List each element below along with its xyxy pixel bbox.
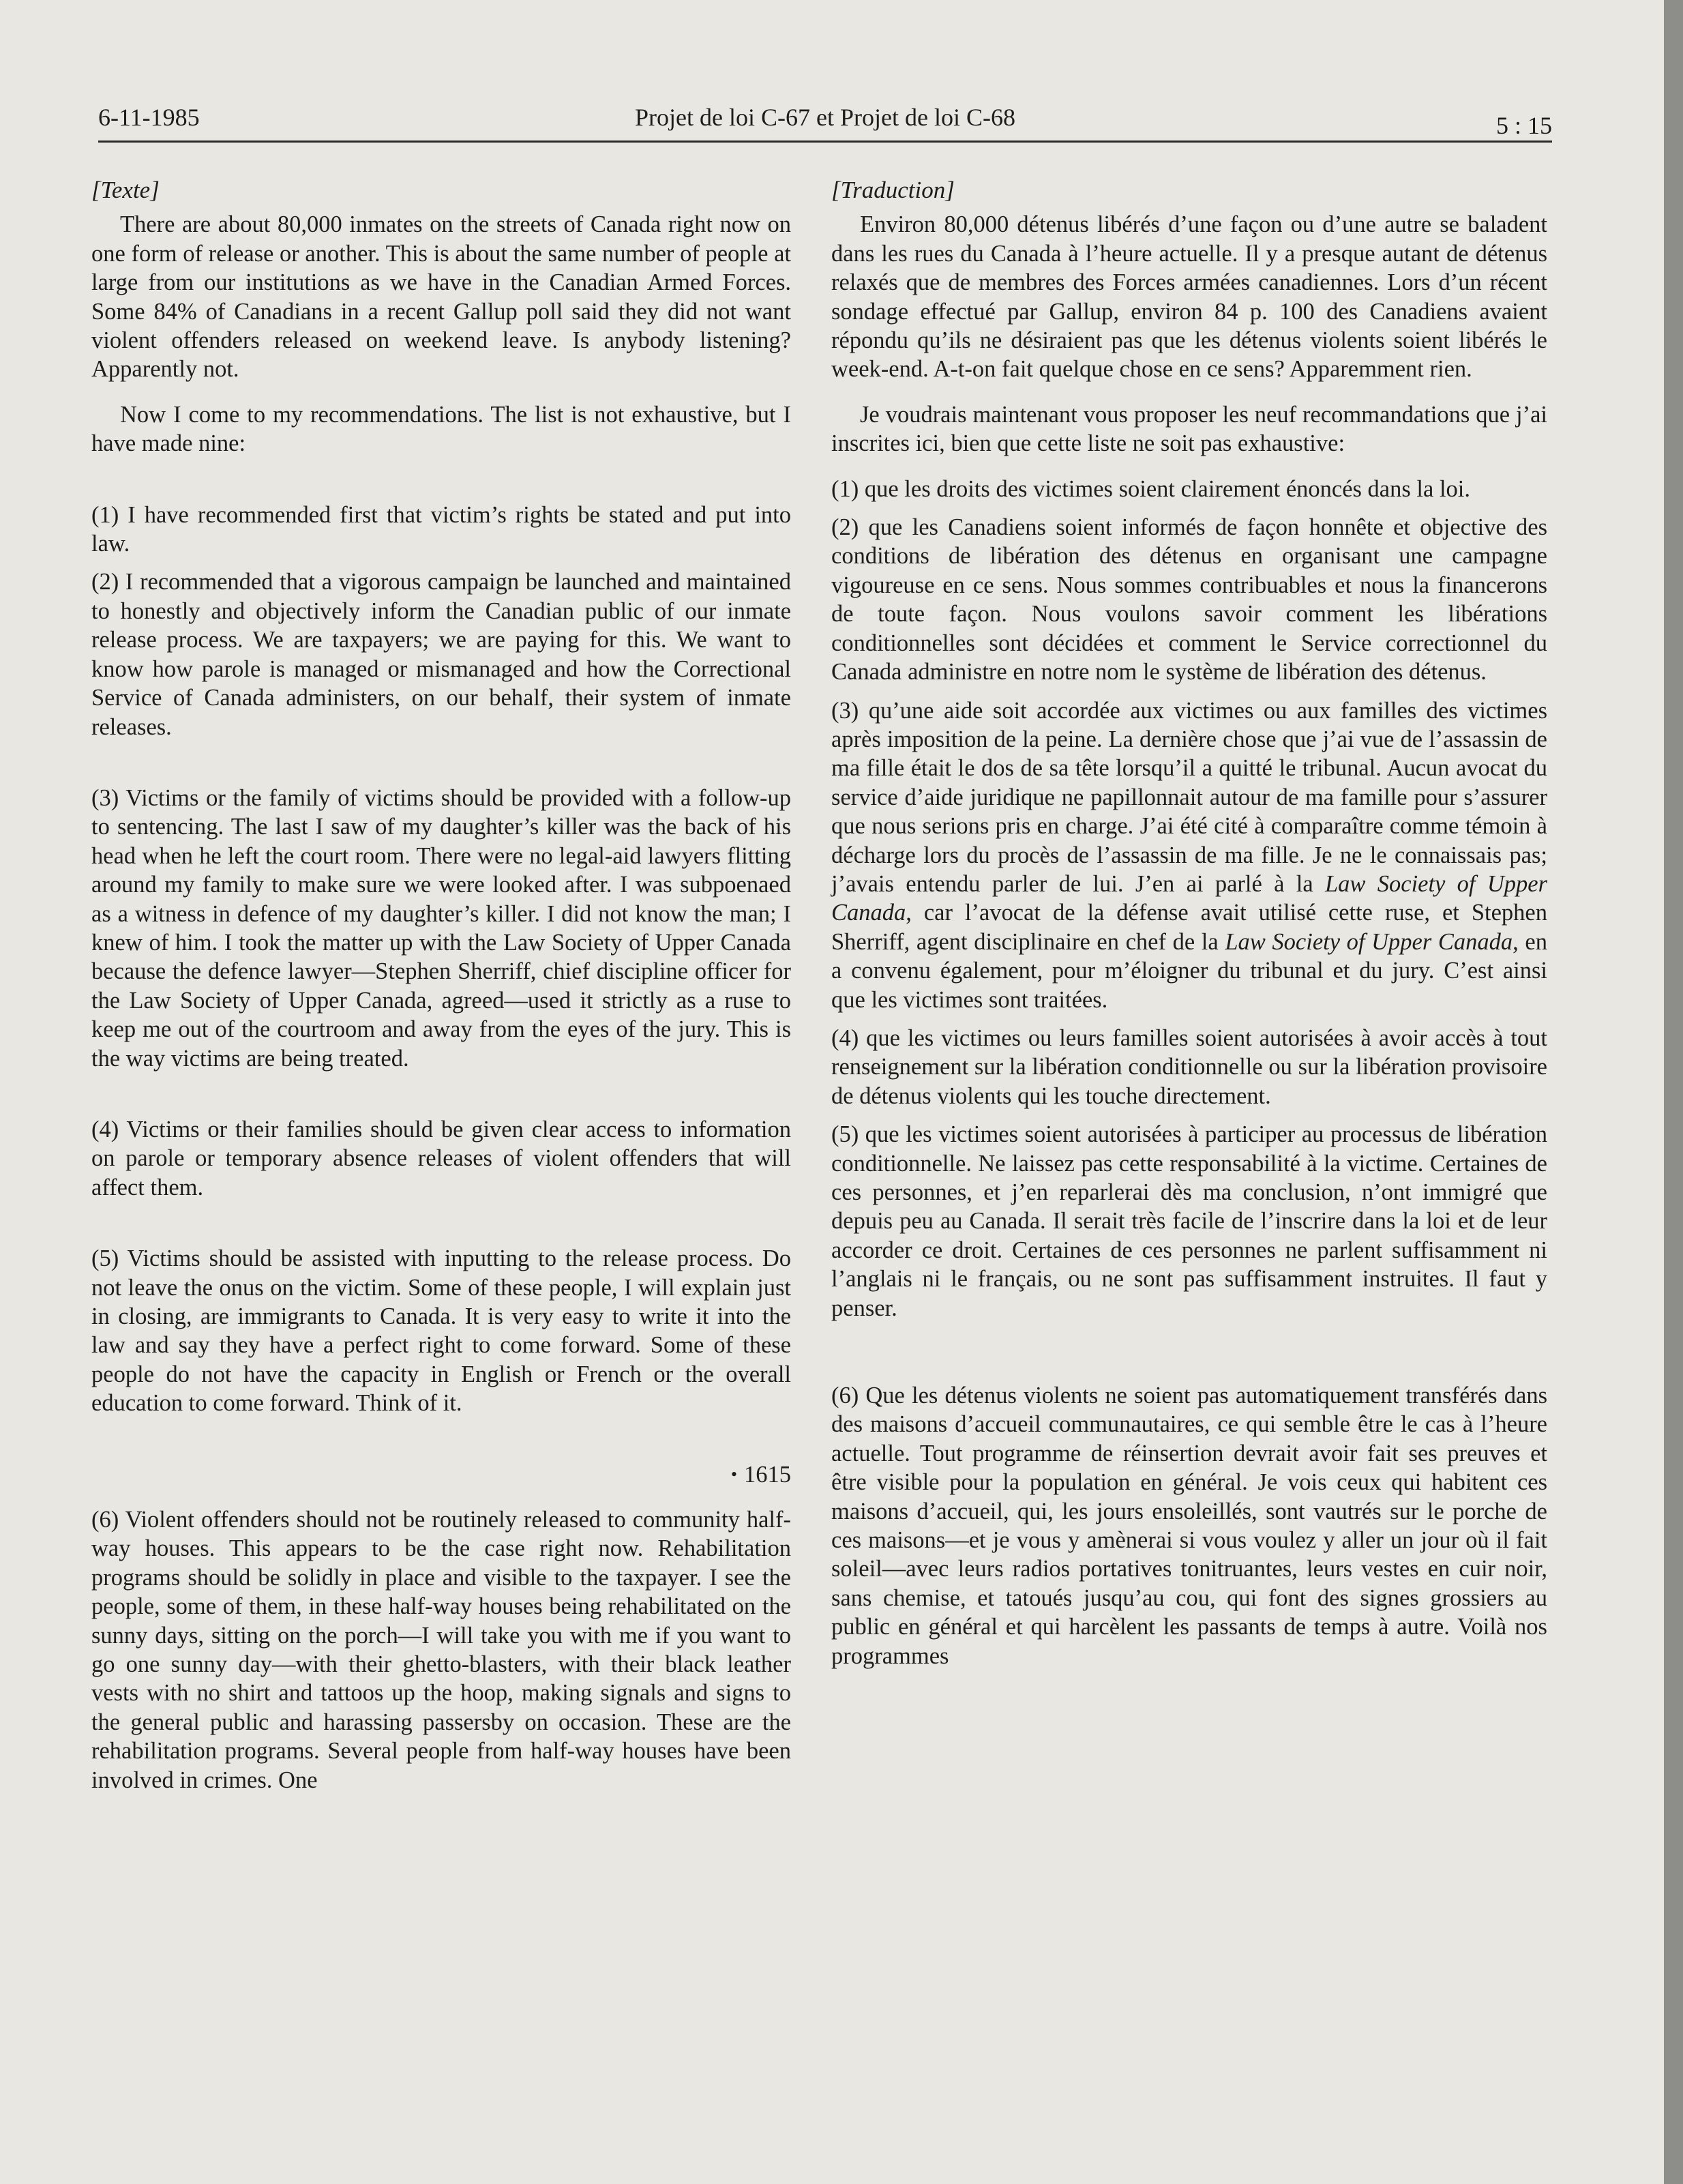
recommendation-1: (1) I have recommended first that victim’s rights be stated and put into law. (91, 501, 791, 557)
recommendation-6: (6) Que les détenus violents ne soient pas automatiquement transférés dans des maisons d’accueil communautaires, ce qui semble être le cas à l’heure actuelle. Tout programme de réinsertion devrait avoir fait ses preuves et être visible pour la population en général. Je vois ceux qui habitent ces maisons d’accueil, qui, les jours ensoleillés, sont vautrés sur le porche de ces maisons—et je vous y amènerai si vous voulez y aller un jour où il fait soleil—avec leurs radios portatives tonitruantes, leurs vestes en cuir noir, sans chemise, et tatoués jusqu’au cou, qui font des signes grossiers au public en général et qui harcèlent les passants de temps à autre. Voilà nos programmes (831, 1383, 1547, 1669)
time-marker-label: 1615 (744, 1461, 791, 1488)
paragraph: Je voudrais maintenant vous proposer les neuf recommandations que j’ai inscrites ici, bien que cette liste ne soit pas exhaustive: (831, 401, 1547, 457)
law-society-name: Law Society of Upper Canada (1225, 928, 1513, 955)
header-date: 6-11-1985 (98, 104, 200, 131)
header-title: Projet de loi C-67 et Projet de loi C-68 (635, 104, 1015, 131)
recommendation-4: (4) Victims or their families should be given clear access to information on parole or temporary absence releases of violent offenders that will affect them. (91, 1116, 791, 1200)
paragraph: Now I come to my recommendations. The list is not exhaustive, but I have made nine: (91, 401, 791, 457)
law-society-name: Law Society of Upper Canada (831, 870, 1547, 926)
recommendation-5: (5) Victims should be assisted with inputting to the release process. Do not leave the onus on the victim. Some of these people, I will explain just in closing, are immigrants to Canada. It is very easy to write it into the law and say they have a perfect right to come forward. Some of these people do not have the capacity in English or French or the overall education to come forward. Think of it. (91, 1245, 791, 1417)
header-page-number: 5 : 15 (1495, 112, 1552, 139)
time-marker (91, 1460, 791, 1489)
recommendation-2: (2) que les Canadiens soient informés de façon honnête et objective des conditions de libération des détenus en organisant une campagne vigoureuse en ce sens. Nous sommes contribuables et nous la financerons de toute façon. Nous voulons savoir comment les libérations conditionnelles sont décidées et comment le Service correctionnel du Canada administre en notre nom le système de libération des détenus. (831, 514, 1547, 685)
recommendation-6: (6) Violent offenders should not be routinely released to community half-way houses. This appears to be the case right now. Rehabilitation programs should be solidly in place and visible to the taxpayer. I see the people, some of them, in these half-way houses being rehabilitated on the sunny days, sitting on the porch—I will take you with me if you want to go one sunny day—with their ghetto-blasters, with their black leather vests with no shirt and tattoos up the hoop, making signals and signs to the general public and harassing passersby on occasion. These are the rehabilitation programs. Several people from half-way houses have been involved in crimes. One (91, 1507, 791, 1793)
recommendation-3: (3) qu’une aide soit accordée aux victimes ou aux familles des victimes après imposition de la peine. La dernière chose que j’ai vue de l’assassin de ma fille était le dos de sa tête lorsqu’il a quitté le tribunal. Aucun avocat du service d’aide juridique ne papillonnait autour de ma famille pour s’assurer que nous serions pris en charge. J’ai été cité à comparaître comme témoin à décharge lors du procès de l’assassin de ma fille. Je ne le connaissais pas; j’avais entendu parler de lui. J’en ai parlé à la Law Society of Upper Canada, car l’avocat de la défense avait utilisé cette ruse, et Stephen Sherriff, agent disciplinaire en chef de la Law Society of Upper Canada, en a convenu également, pour m’éloigner du tribunal et du jury. C’est ainsi que les victimes sont traitées. (831, 697, 1547, 1013)
paragraph: There are about 80,000 inmates on the streets of Canada right now on one form of release or another. This is about the same number of people at large from our institutions as we have in the Canadian Armed Forces. Some 84% of Canadians in a recent Gallup poll said they did not want violent offenders released on weekend leave. Is anybody listening? Apparently not. (91, 211, 791, 383)
running-header (98, 102, 1552, 143)
french-column (831, 176, 1547, 2140)
english-column (91, 176, 791, 2140)
recommendation-3: (3) Victims or the family of victims should be provided with a follow-up to sentencing. The last I saw of my daughter’s killer was the back of his head when he left the court room. There were no legal-aid lawyers flitting around my family to make sure we were looked after. I was subpoenaed as a witness in defence of my daughter’s killer. I did not know the man; I knew of him. I took the matter up with the Law Society of Upper Canada because the defence lawyer—Stephen Sherriff, chief discipline officer for the Law Society of Upper Canada, agreed—used it strictly as a ruse to keep me out of the courtroom and away from the eyes of the jury. This is the way victims are being treated. (91, 784, 791, 1072)
recommendation-2: (2) I recommended that a vigorous campaign be launched and maintained to honestly and objectively inform the Canadian public of our inmate release process. We are taxpayers; we are paying for this. We want to know how parole is managed or mismanaged and how the Correctional Service of Canada administers, on our behalf, their system of inmate releases. (91, 569, 791, 740)
recommendation-5: (5) que les victimes soient autorisées à participer au processus de libération conditionnelle. Ne laissez pas cette responsabilité à la victime. Certaines de ces personnes, et j’en reparlerai dès ma conclusion, n’ont immigré que depuis peu au Canada. Il serait très facile de l’inscrire dans la loi et de leur accorder ce droit. Certaines de ces personnes ne parlent suffisamment ni l’anglais ni le français, ou ne sont pas suffisamment instruites. Il faut y penser. (831, 1121, 1547, 1321)
translation-tag: [Traduction] (831, 177, 955, 203)
bullet-icon: • (730, 1464, 737, 1484)
text-tag: [Texte] (91, 177, 160, 203)
recommendation-4: (4) que les victimes ou leurs familles soient autorisées à avoir accès à tout renseignement sur la libération conditionnelle ou sur la libération provisoire de détenus violents qui les touche directement. (831, 1024, 1547, 1109)
recommendation-1: (1) que les droits des victimes soient clairement énoncés dans la loi. (831, 475, 1470, 502)
paragraph: Environ 80,000 détenus libérés d’une façon ou d’une autre se baladent dans les rues du Canada à l’heure actuelle. Il y a presque autant de détenus relaxés que de membres des Forces armées canadiennes. Lors d’un récent sondage effectué par Gallup, environ 84 p. 100 des Canadiens avaient répondu qu’ils ne désiraient pas que les détenus violents soient libérés le week-end. A-t-on fait quelque chose en ce sens? Apparemment rien. (831, 211, 1547, 383)
